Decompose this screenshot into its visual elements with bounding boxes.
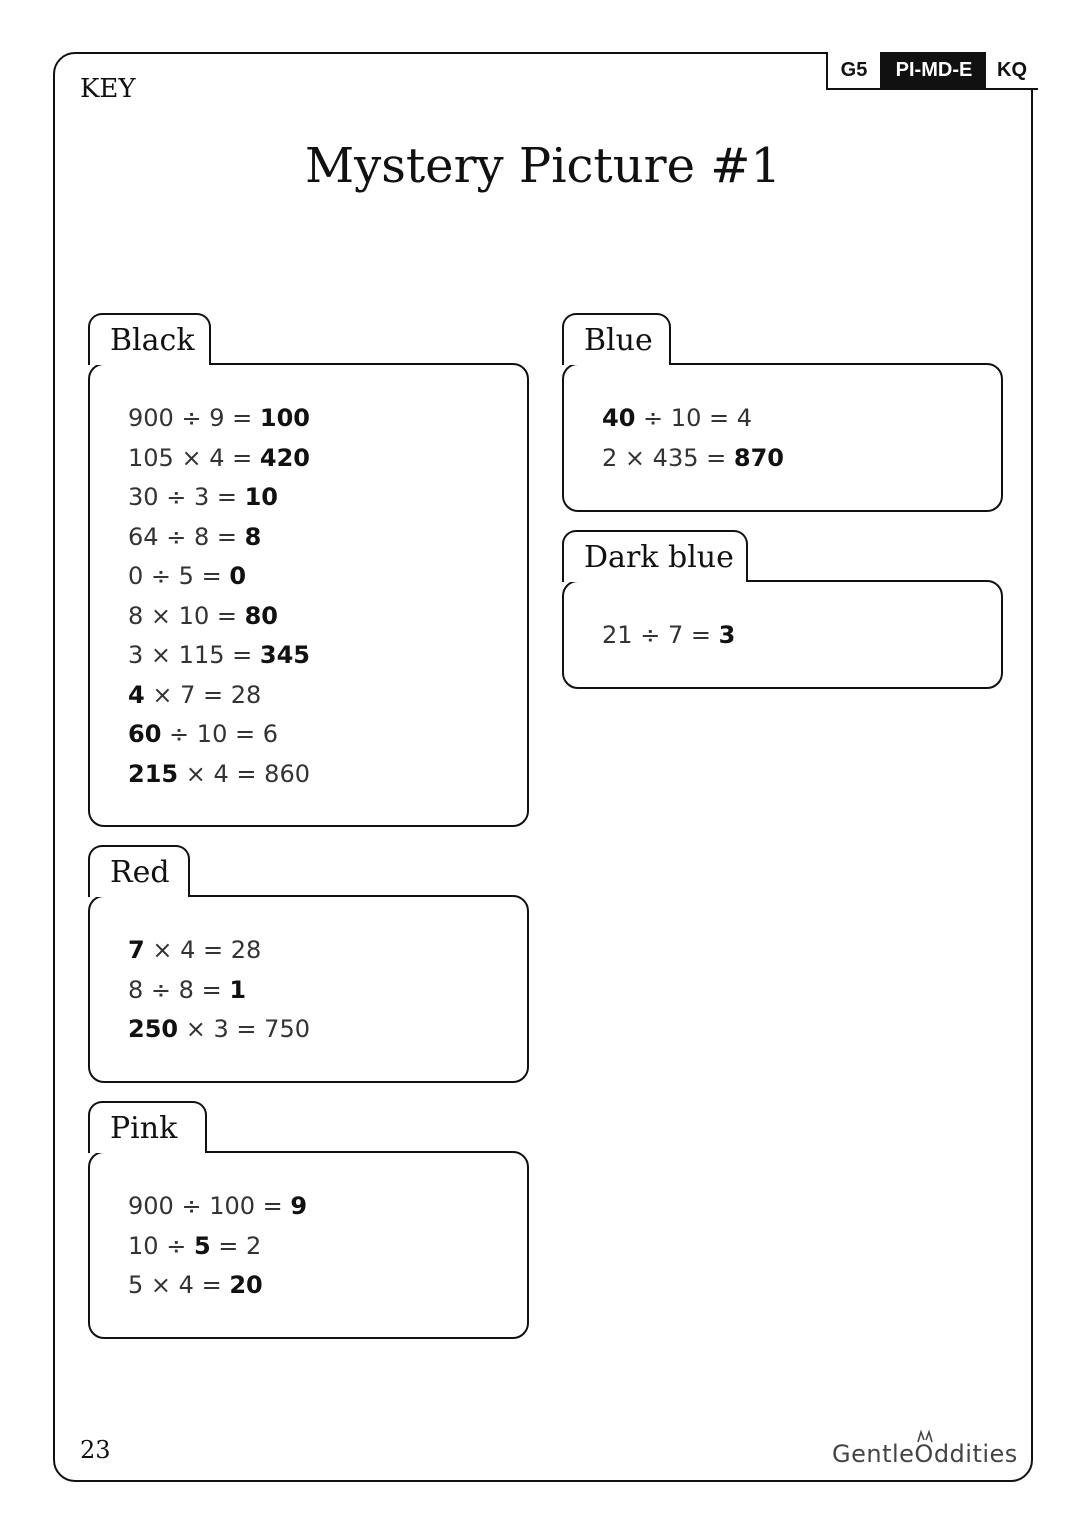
equation-operator: ×: [152, 680, 173, 709]
equation-operand-a: 10: [128, 1231, 159, 1260]
equation-equals: =: [232, 641, 253, 669]
equation-equals: =: [201, 562, 222, 590]
equation-equals: =: [203, 936, 224, 964]
equation-operand-b: 10: [670, 404, 702, 432]
equation-line: [128, 399, 527, 439]
equation-line: [602, 439, 1001, 479]
equation-result: 6: [262, 720, 279, 748]
equation-result: 8: [244, 522, 262, 551]
brand-o-ears-icon: [912, 1428, 938, 1444]
equation-equals: =: [201, 975, 222, 1004]
equation-result: 20: [229, 1271, 263, 1299]
equation-equals: =: [708, 404, 730, 432]
equation-operator: ÷: [169, 720, 190, 748]
equation-line: [128, 518, 527, 558]
equation-equals: =: [203, 680, 224, 709]
equation-operand-b: 4: [209, 443, 225, 472]
equation-result: 28: [230, 680, 262, 709]
equation-operator: ÷: [181, 1192, 202, 1220]
equation-operand-b: 3: [193, 483, 210, 511]
brand-o-letter: O: [914, 1440, 934, 1468]
equation-equals: =: [201, 1271, 222, 1299]
equation-line: [128, 557, 527, 597]
equation-operand-b: 115: [178, 641, 225, 669]
equation-operand-b: 5: [193, 1231, 211, 1260]
equation-line: [128, 971, 527, 1011]
equation-result: 4: [736, 404, 753, 432]
equation-operand-a: 900: [128, 404, 174, 432]
equation-result: 10: [244, 483, 279, 511]
equation-operator: ÷: [150, 562, 172, 590]
equation-result: 100: [259, 404, 310, 432]
equation-line: [128, 636, 527, 676]
equation-line: [128, 478, 527, 518]
page-number: 23: [80, 1436, 111, 1464]
color-tab-pink: Pink: [88, 1101, 207, 1153]
equation-operand-a: 2: [602, 443, 618, 472]
equation-operand-b: 8: [193, 522, 210, 551]
equation-operand-b: 10: [178, 601, 210, 630]
equation-result: 2: [246, 1231, 262, 1260]
equation-line: [602, 616, 1001, 656]
equation-equals: =: [236, 1015, 257, 1043]
equation-equals: =: [216, 483, 237, 511]
equation-box-black: [88, 363, 529, 827]
equation-equals: =: [218, 1231, 239, 1260]
equation-operator: ÷: [166, 483, 187, 511]
equation-operand-a: 40: [602, 404, 636, 432]
equation-result: 345: [259, 641, 310, 669]
equation-operator: ×: [150, 641, 172, 669]
equation-equals: =: [236, 759, 257, 788]
equation-line: [128, 439, 527, 479]
equation-operand-b: 3: [213, 1015, 229, 1043]
equation-equals: =: [234, 720, 256, 748]
equation-operand-a: 250: [128, 1015, 179, 1043]
code-tags: [826, 52, 1038, 90]
equation-operand-a: 8: [128, 601, 144, 630]
equation-operand-a: 4: [128, 680, 145, 709]
equation-operand-a: 0: [128, 562, 144, 590]
equation-operand-b: 8: [178, 975, 194, 1004]
brand-text-start: Gentle: [832, 1440, 915, 1468]
equation-operand-b: 10: [196, 720, 228, 748]
equation-line: [128, 715, 527, 755]
equation-operand-b: 100: [209, 1192, 256, 1220]
equation-result: 870: [733, 443, 784, 472]
equation-operator: ×: [152, 936, 173, 964]
equation-operator: ÷: [181, 404, 202, 432]
equation-equals: =: [262, 1192, 283, 1220]
grade-code: G5: [828, 52, 882, 88]
equation-operand-a: 60: [128, 720, 162, 748]
equation-operand-b: 7: [667, 621, 684, 649]
equation-operand-a: 8: [128, 975, 144, 1004]
equation-result: 0: [229, 562, 247, 590]
equation-result: 28: [230, 936, 262, 964]
equation-box-dark-blue: [562, 580, 1003, 689]
equation-operand-b: 5: [178, 562, 194, 590]
equation-operator: ×: [150, 1271, 172, 1299]
equation-operator: ×: [624, 443, 646, 472]
equation-operator: ×: [150, 601, 172, 630]
brand-o-glyph: [914, 1440, 933, 1468]
equation-equals: =: [232, 404, 253, 432]
equation-operand-a: 21: [602, 621, 633, 649]
equation-operand-b: 4: [180, 936, 196, 964]
equation-line: [128, 1187, 527, 1227]
page-title: Mystery Picture #1: [304, 138, 781, 194]
skill-code: PI-MD-E: [882, 52, 986, 88]
equation-operand-a: 64: [128, 522, 159, 551]
equation-operator: ×: [185, 1015, 206, 1043]
equation-operand-b: 435: [652, 443, 699, 472]
equation-line: [128, 931, 527, 971]
equation-result: 420: [259, 443, 310, 472]
equation-operator: ÷: [640, 621, 661, 649]
equation-operator: ×: [181, 443, 202, 472]
equation-operator: ÷: [150, 975, 172, 1004]
equation-operand-a: 105: [128, 443, 174, 472]
equation-equals: =: [690, 621, 711, 649]
equation-line: [128, 1266, 527, 1306]
equation-operand-a: 215: [128, 759, 179, 788]
equation-operand-b: 4: [178, 1271, 194, 1299]
equation-operand-a: 5: [128, 1271, 144, 1299]
equation-operand-a: 3: [128, 641, 144, 669]
equation-operator: ÷: [166, 1231, 187, 1260]
equation-equals: =: [706, 443, 727, 472]
equation-result: 3: [718, 621, 736, 649]
brand-text-end: ddities: [933, 1440, 1018, 1468]
key-label: KEY: [80, 74, 136, 104]
equation-box-red: [88, 895, 529, 1083]
equation-result: 860: [264, 759, 310, 788]
equation-line: [602, 399, 1001, 439]
equation-equals: =: [216, 601, 237, 630]
equation-operand-a: 30: [128, 483, 159, 511]
equation-result: 9: [290, 1192, 308, 1220]
equation-operator: ÷: [643, 404, 664, 432]
color-tab-blue: Blue: [562, 313, 671, 365]
equation-operand-a: 7: [128, 936, 145, 964]
equation-line: [128, 755, 527, 795]
equation-equals: =: [216, 522, 237, 551]
version-code: KQ: [986, 52, 1038, 88]
color-tab-red: Red: [88, 845, 190, 897]
equation-result: 1: [229, 975, 247, 1004]
equation-operand-a: 900: [128, 1192, 174, 1220]
equation-line: [128, 676, 527, 716]
equation-operand-b: 9: [209, 404, 225, 432]
color-tab-dark-blue: Dark blue: [562, 530, 748, 582]
equation-operand-b: 7: [180, 680, 196, 709]
equation-equals: =: [232, 443, 253, 472]
equation-box-pink: [88, 1151, 529, 1339]
equation-result: 80: [244, 601, 279, 630]
brand-logo: [832, 1440, 1018, 1468]
equation-operator: ×: [185, 759, 206, 788]
equation-line: [128, 1010, 527, 1050]
equation-operator: ÷: [166, 522, 187, 551]
equation-box-blue: [562, 363, 1003, 512]
equation-operand-b: 4: [213, 759, 229, 788]
equation-line: [128, 1227, 527, 1267]
equation-line: [128, 597, 527, 637]
color-tab-black: Black: [88, 313, 211, 365]
equation-result: 750: [264, 1015, 310, 1043]
